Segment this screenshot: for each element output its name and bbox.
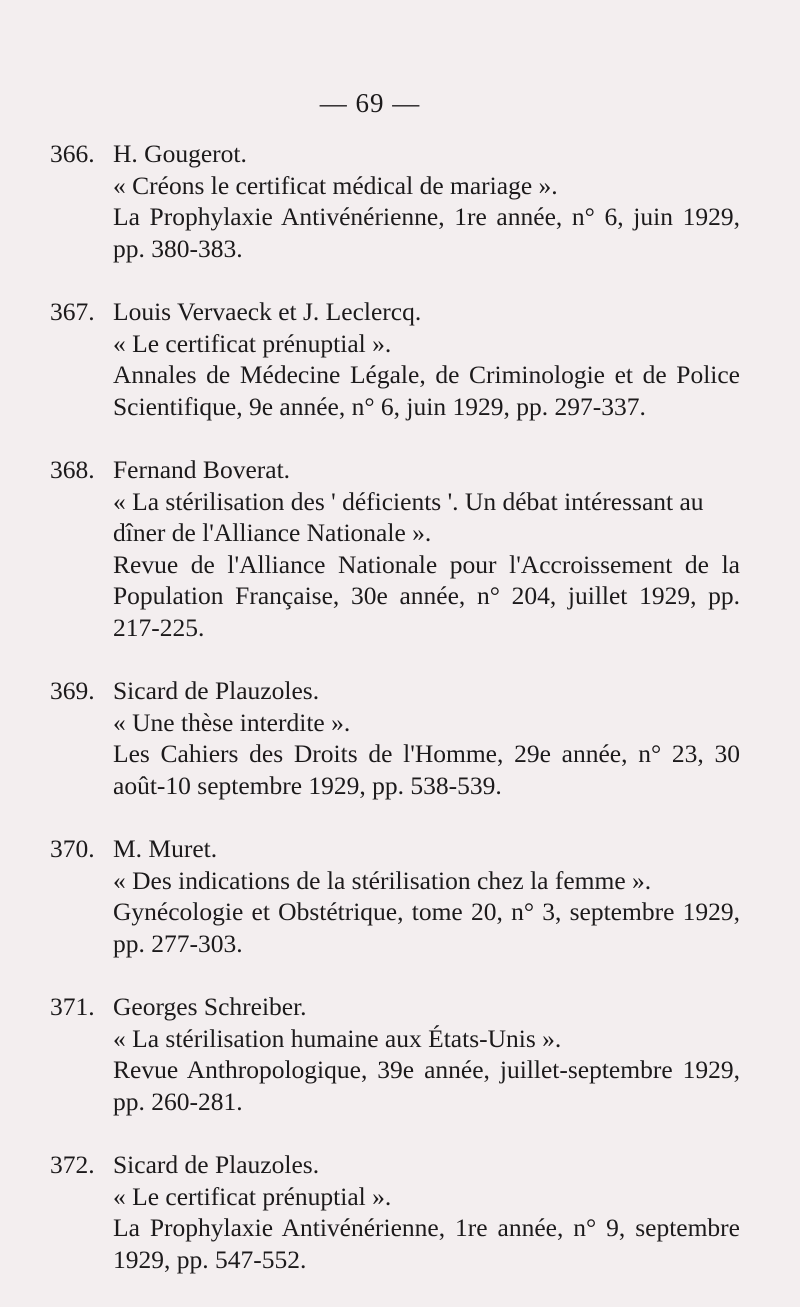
bibliography-entry bbox=[50, 675, 740, 801]
entry-title: « La stérilisation humaine aux États-Unis ». bbox=[113, 1023, 562, 1053]
entry-title: « Une thèse interdite ». bbox=[113, 707, 351, 737]
entry-number: 371. bbox=[50, 992, 95, 1021]
entry-author: H. Gougerot. bbox=[113, 139, 247, 168]
entry-title: « Créons le certificat médical de mariage ». bbox=[113, 170, 558, 200]
bibliography-entry bbox=[50, 138, 740, 264]
bibliography-entry bbox=[50, 1149, 740, 1275]
bibliography-entry bbox=[50, 296, 740, 422]
entry-source: Gynécologie et Obstétrique, tome 20, n° 3, septembre 1929, pp. 277-303. bbox=[113, 897, 740, 958]
entry-source: Revue de l'Alliance Nationale pour l'Accroissement de la Population Française, 30e année, n° 204, juillet 1929, pp. 217-225. bbox=[113, 549, 740, 642]
entry-author: Georges Schreiber. bbox=[113, 992, 307, 1021]
entry-title: « Le certificat prénuptial ». bbox=[113, 1181, 392, 1211]
bibliography-entry bbox=[50, 454, 740, 643]
entry-author: Louis Vervaeck et J. Leclercq. bbox=[113, 297, 422, 326]
entry-source: Les Cahiers des Droits de l'Homme, 29e année, n° 23, 30 août-10 septembre 1929, pp. 538-539. bbox=[113, 739, 740, 800]
page-number: — 69 — bbox=[319, 88, 421, 118]
entry-title: « Le certificat prénuptial ». bbox=[113, 328, 392, 358]
entry-source: La Prophylaxie Antivénérienne, 1re année, n° 6, juin 1929, pp. 380-383. bbox=[113, 202, 740, 263]
entry-author: Sicard de Plauzoles. bbox=[113, 1150, 320, 1179]
bibliography-list bbox=[50, 138, 740, 1307]
entry-number: 367. bbox=[50, 297, 95, 326]
entry-source: Annales de Médecine Légale, de Criminologie et de Police Scientifique, 9e année, n° 6, juin 1929, pp. 297-337. bbox=[113, 360, 740, 421]
entry-number: 366. bbox=[50, 139, 95, 168]
entry-number: 370. bbox=[50, 834, 95, 863]
entry-title: « Des indications de la stérilisation chez la femme ». bbox=[113, 865, 652, 895]
entry-author: Sicard de Plauzoles. bbox=[113, 676, 320, 705]
entry-author: M. Muret. bbox=[113, 834, 218, 863]
entry-title: « La stérilisation des ' déficients '. Un débat intéressant au dîner de l'Alliance Nationale ». bbox=[113, 486, 704, 547]
bibliography-entry bbox=[50, 833, 740, 959]
entry-author: Fernand Boverat. bbox=[113, 455, 291, 484]
entry-source: La Prophylaxie Antivénérienne, 1re année, n° 9, septembre 1929, pp. 547-552. bbox=[113, 1213, 740, 1274]
entry-number: 372. bbox=[50, 1150, 95, 1179]
entry-source: Revue Anthropologique, 39e année, juillet-septembre 1929, pp. 260-281. bbox=[113, 1055, 740, 1116]
bibliography-entry bbox=[50, 991, 740, 1117]
entry-number: 369. bbox=[50, 676, 95, 705]
entry-number: 368. bbox=[50, 455, 95, 484]
